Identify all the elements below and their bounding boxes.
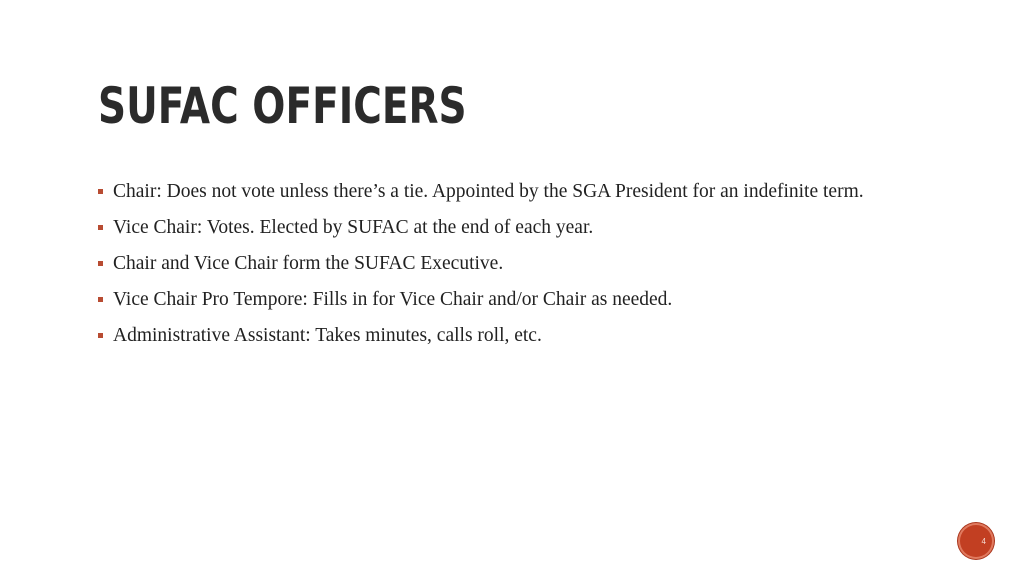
bullet-item <box>96 288 916 311</box>
bullet-item <box>96 324 916 347</box>
bullet-list <box>96 180 916 360</box>
bullet-item <box>96 216 916 239</box>
page-number: 4 <box>981 537 986 546</box>
page-number-badge <box>958 523 994 559</box>
bullet-text: Vice Chair: Votes. Elected by SUFAC at the end of each year. <box>113 217 594 238</box>
bullet-text: Chair: Does not vote unless there’s a tie. Appointed by the SGA President for an indefinite term. <box>113 181 864 202</box>
bullet-item <box>96 180 916 203</box>
bullet-square-icon <box>98 297 103 302</box>
bullet-text: Chair and Vice Chair form the SUFAC Executive. <box>113 253 504 274</box>
bullet-square-icon <box>98 225 103 230</box>
bullet-square-icon <box>98 333 103 338</box>
bullet-square-icon <box>98 189 103 194</box>
bullet-square-icon <box>98 261 103 266</box>
bullet-item <box>96 252 916 275</box>
bullet-text: Administrative Assistant: Takes minutes, calls roll, etc. <box>113 325 542 346</box>
bullet-text: Vice Chair Pro Tempore: Fills in for Vice Chair and/or Chair as needed. <box>113 289 673 310</box>
slide-title: SUFAC OFFICERS <box>98 77 467 135</box>
